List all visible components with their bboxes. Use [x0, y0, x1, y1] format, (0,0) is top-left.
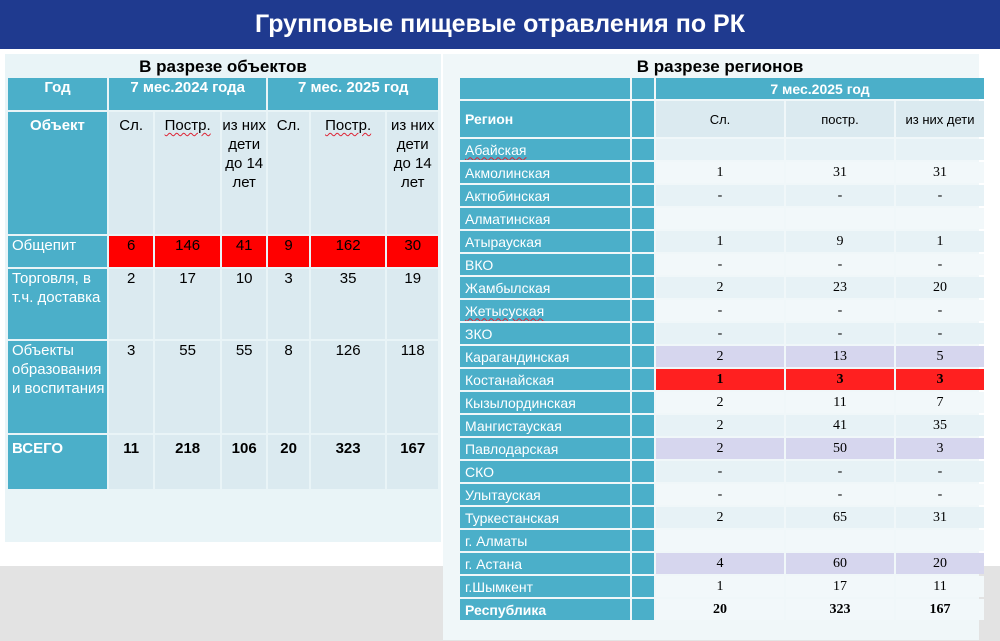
region-name: Жетысуская	[460, 300, 630, 321]
cases-header: Сл.	[656, 101, 784, 137]
cell-value: 20	[656, 599, 784, 620]
row-spacer	[632, 599, 654, 620]
cell-value: -	[896, 254, 984, 275]
cell-value	[786, 208, 894, 229]
cell-value	[896, 530, 984, 551]
total-row	[460, 599, 984, 620]
table-row	[460, 484, 984, 505]
cell-value: 1	[656, 162, 784, 183]
cell-value: 9	[786, 231, 894, 252]
cell-value: -	[656, 185, 784, 206]
cell-value: -	[786, 254, 894, 275]
table-row	[460, 507, 984, 528]
row-spacer	[632, 300, 654, 321]
table-row	[460, 208, 984, 229]
regions-table	[458, 76, 986, 622]
children-header: из них дети	[896, 101, 984, 137]
region-name: ВКО	[460, 254, 630, 275]
cell-value: 2	[656, 346, 784, 367]
table-row	[460, 415, 984, 436]
row-spacer	[632, 323, 654, 344]
row-spacer	[632, 231, 654, 252]
period-2024-header: 7 мес.2024 года	[109, 78, 266, 110]
victims-header: постр.	[786, 101, 894, 137]
cell-value: 17	[155, 269, 220, 339]
cell-value: 2	[656, 392, 784, 413]
table-row	[460, 530, 984, 551]
period-header: 7 мес.2025 год	[656, 78, 984, 99]
region-name: Кызылординская	[460, 392, 630, 413]
region-name: Жамбылская	[460, 277, 630, 298]
region-name: Карагандинская	[460, 346, 630, 367]
row-spacer	[632, 208, 654, 229]
cell-value: -	[786, 461, 894, 482]
table-row	[460, 323, 984, 344]
cell-value: -	[656, 323, 784, 344]
cell-value: 118	[387, 341, 438, 433]
total-row	[8, 435, 438, 489]
children-header-2025: из них дети до 14 лет	[387, 112, 438, 234]
table-row	[460, 576, 984, 597]
cell-value: 60	[786, 553, 894, 574]
cell-value: -	[656, 254, 784, 275]
objects-section-title: В разрезе объектов	[139, 57, 307, 76]
cell-value: 1	[656, 369, 784, 390]
cell-value: 55	[155, 341, 220, 433]
cell-value: -	[786, 484, 894, 505]
cell-value: 218	[155, 435, 220, 489]
cell-value: 2	[656, 415, 784, 436]
cell-value: 8	[268, 341, 308, 433]
cell-value: 3	[109, 341, 153, 433]
row-spacer	[632, 576, 654, 597]
cell-value: 20	[896, 277, 984, 298]
row-label: Объекты образования и воспитания	[8, 341, 107, 433]
cell-value: 30	[387, 236, 438, 267]
cases-header-2025: Сл.	[268, 112, 308, 234]
region-name: Атырауская	[460, 231, 630, 252]
table-row	[460, 185, 984, 206]
cell-value: 106	[222, 435, 266, 489]
row-spacer	[632, 461, 654, 482]
cell-value: 50	[786, 438, 894, 459]
cell-value: 11	[896, 576, 984, 597]
page-title: Групповые пищевые отравления по РК	[0, 0, 1000, 49]
regions-section-title: В разрезе регионов	[636, 57, 804, 76]
region-name: Павлодарская	[460, 438, 630, 459]
cell-value: 1	[896, 231, 984, 252]
row-spacer	[632, 185, 654, 206]
table-row	[460, 231, 984, 252]
cell-value: -	[656, 484, 784, 505]
row-spacer	[632, 162, 654, 183]
row-spacer	[632, 507, 654, 528]
cell-value: 13	[786, 346, 894, 367]
row-label: ВСЕГО	[8, 435, 107, 489]
table-row	[460, 346, 984, 367]
table-row	[460, 369, 984, 390]
region-name: Мангистауская	[460, 415, 630, 436]
cell-value: -	[896, 185, 984, 206]
row-spacer	[632, 277, 654, 298]
cell-value	[896, 139, 984, 160]
cell-value: 17	[786, 576, 894, 597]
victims-header-2024: Постр.	[155, 112, 220, 234]
cell-value: -	[786, 300, 894, 321]
cell-value: 55	[222, 341, 266, 433]
cell-value: -	[896, 484, 984, 505]
region-header: Регион	[460, 101, 630, 137]
cell-value: 35	[311, 269, 386, 339]
cell-value	[656, 139, 784, 160]
children-header-2024: из них дети до 14 лет	[222, 112, 266, 234]
row-label: Торговля, в т.ч. доставка	[8, 269, 107, 339]
cell-value: -	[656, 461, 784, 482]
cases-header-2024: Сл.	[109, 112, 153, 234]
cell-value: 10	[222, 269, 266, 339]
cell-value: 11	[786, 392, 894, 413]
cell-value: 323	[786, 599, 894, 620]
row-spacer	[632, 415, 654, 436]
table-row	[460, 300, 984, 321]
cell-value: 1	[656, 576, 784, 597]
cell-value: 41	[222, 236, 266, 267]
cell-value: 23	[786, 277, 894, 298]
cell-value	[896, 208, 984, 229]
cell-value: 2	[656, 438, 784, 459]
table-row	[460, 438, 984, 459]
table-row	[460, 461, 984, 482]
cell-value: 2	[109, 269, 153, 339]
cell-value: 2	[656, 277, 784, 298]
cell-value	[656, 208, 784, 229]
region-name: Акмолинская	[460, 162, 630, 183]
table-row	[8, 341, 438, 433]
header-spacer	[632, 78, 654, 99]
cell-value: 146	[155, 236, 220, 267]
cell-value	[656, 530, 784, 551]
cell-value: 162	[311, 236, 386, 267]
cell-value: 11	[109, 435, 153, 489]
cell-value: 3	[786, 369, 894, 390]
table-row	[8, 269, 438, 339]
object-header: Объект	[8, 112, 107, 234]
header-spacer	[460, 78, 630, 99]
cell-value: 1	[656, 231, 784, 252]
cell-value: 31	[896, 507, 984, 528]
region-name: Алматинская	[460, 208, 630, 229]
region-name: Туркестанская	[460, 507, 630, 528]
cell-value: 3	[268, 269, 308, 339]
cell-value	[786, 139, 894, 160]
region-name: Актюбинская	[460, 185, 630, 206]
region-name: г.Шымкент	[460, 576, 630, 597]
header-spacer	[632, 101, 654, 137]
cell-value: 20	[268, 435, 308, 489]
cell-value: 19	[387, 269, 438, 339]
objects-table	[6, 76, 440, 491]
cell-value: 41	[786, 415, 894, 436]
cell-value: -	[896, 461, 984, 482]
cell-value: 2	[656, 507, 784, 528]
cell-value: 5	[896, 346, 984, 367]
region-name: Абайская	[460, 139, 630, 160]
cell-value: 167	[896, 599, 984, 620]
region-name: г. Алматы	[460, 530, 630, 551]
cell-value: 167	[387, 435, 438, 489]
cell-value: 31	[786, 162, 894, 183]
table-row	[460, 254, 984, 275]
row-spacer	[632, 530, 654, 551]
cell-value: 35	[896, 415, 984, 436]
cell-value	[786, 530, 894, 551]
table-row	[460, 162, 984, 183]
region-name: СКО	[460, 461, 630, 482]
table-row	[460, 553, 984, 574]
cell-value: 6	[109, 236, 153, 267]
row-spacer	[632, 369, 654, 390]
table-row	[460, 277, 984, 298]
region-name: Республика	[460, 599, 630, 620]
row-label: Общепит	[8, 236, 107, 267]
cell-value: 20	[896, 553, 984, 574]
table-row	[460, 392, 984, 413]
table-row	[460, 139, 984, 160]
row-spacer	[632, 484, 654, 505]
cell-value: 126	[311, 341, 386, 433]
region-name: Улытауская	[460, 484, 630, 505]
cell-value: 7	[896, 392, 984, 413]
cell-value: -	[896, 323, 984, 344]
region-name: ЗКО	[460, 323, 630, 344]
cell-value: 4	[656, 553, 784, 574]
cell-value: -	[896, 300, 984, 321]
period-2025-header: 7 мес. 2025 год	[268, 78, 438, 110]
table-row	[8, 236, 438, 267]
cell-value: 323	[311, 435, 386, 489]
cell-value: 31	[896, 162, 984, 183]
cell-value: 3	[896, 369, 984, 390]
row-spacer	[632, 553, 654, 574]
row-spacer	[632, 392, 654, 413]
cell-value: -	[786, 185, 894, 206]
row-spacer	[632, 254, 654, 275]
region-name: Костанайская	[460, 369, 630, 390]
row-spacer	[632, 346, 654, 367]
cell-value: -	[656, 300, 784, 321]
row-spacer	[632, 139, 654, 160]
cell-value: 65	[786, 507, 894, 528]
cell-value: 3	[896, 438, 984, 459]
cell-value: -	[786, 323, 894, 344]
row-spacer	[632, 438, 654, 459]
region-name: г. Астана	[460, 553, 630, 574]
victims-header-2025: Постр.	[311, 112, 386, 234]
year-header: Год	[8, 78, 107, 110]
cell-value: 9	[268, 236, 308, 267]
